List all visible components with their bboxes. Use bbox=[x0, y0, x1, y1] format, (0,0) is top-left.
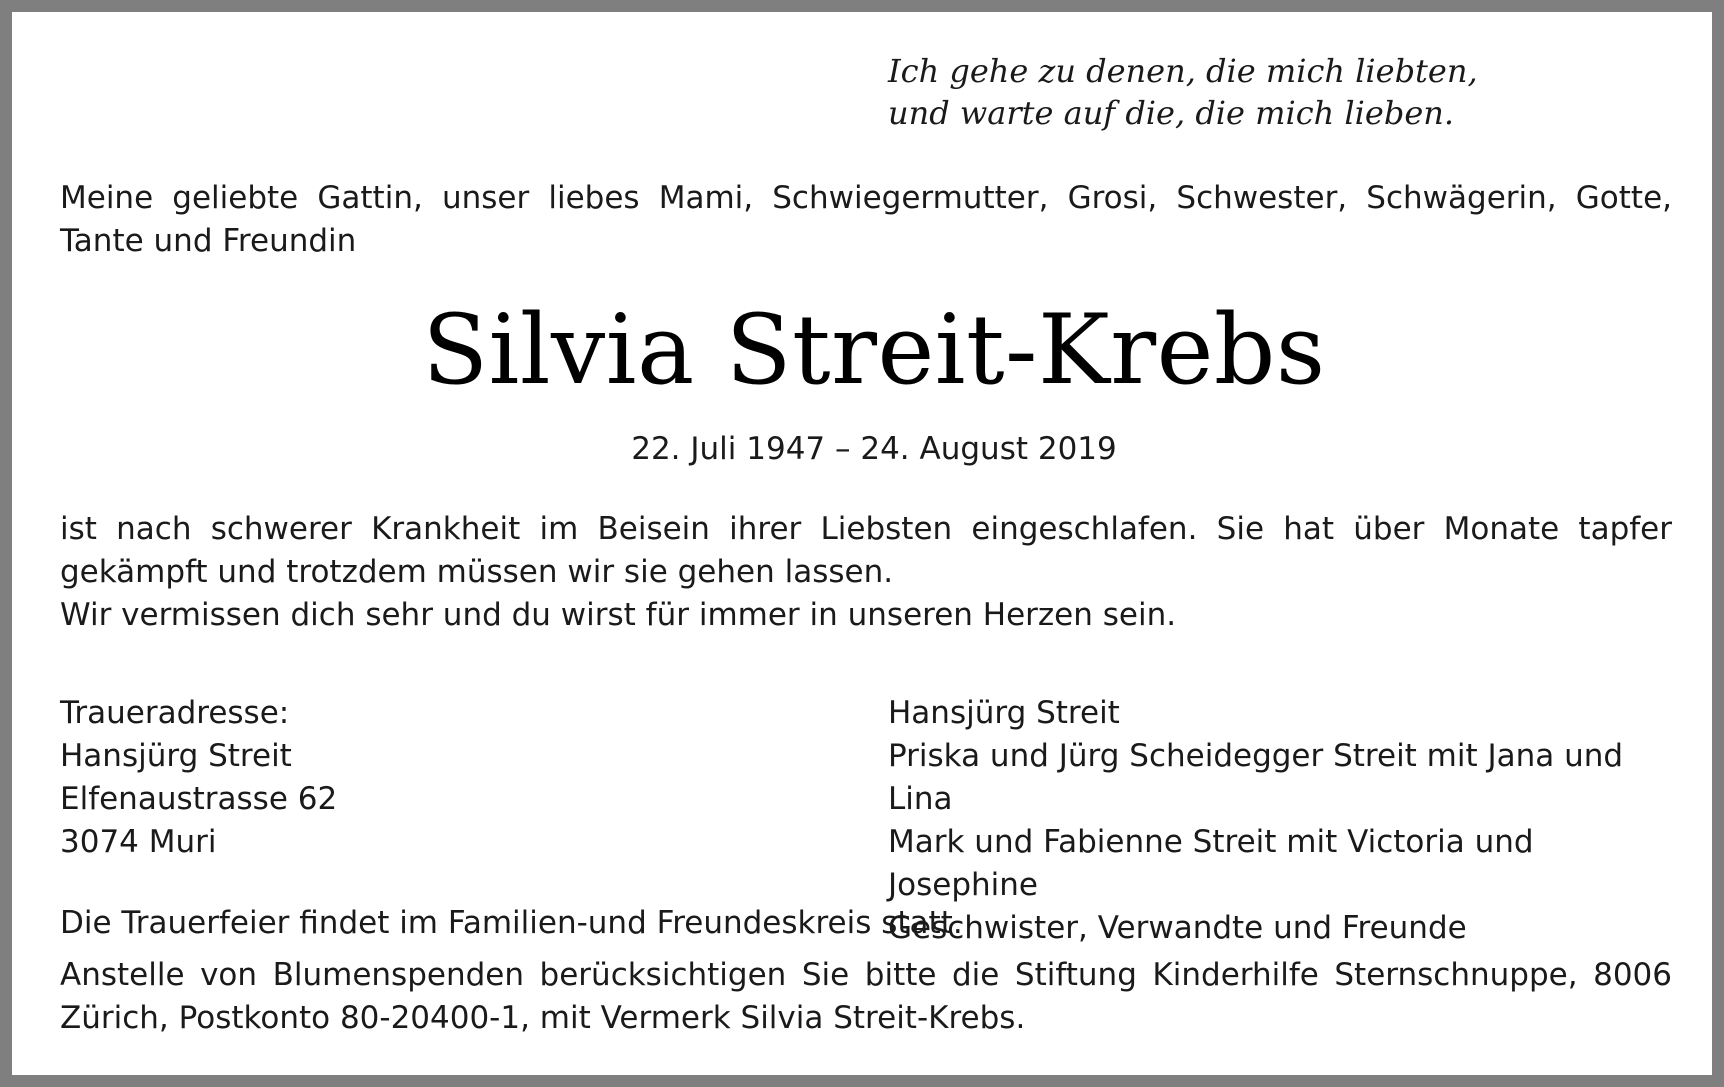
life-dates: 22. Juli 1947 – 24. August 2019 bbox=[631, 431, 1117, 467]
family-member: Mark und Fabienne Streit mit Victoria und Josephine bbox=[888, 824, 1534, 903]
mourning-address bbox=[60, 692, 760, 864]
message-paragraph-1: ist nach schwerer Krankheit im Beisein ihrer Liebsten eingeschlafen. Sie hat über Monate tapfer gekämpft und trotzdem müssen wir sie gehen lassen. bbox=[60, 511, 1672, 590]
address-city: 3074 Muri bbox=[60, 824, 217, 860]
intro-text: Meine geliebte Gattin, unser liebes Mami, Schwiegermutter, Grosi, Schwester, Schwägerin, Gotte, Tante und Freundin bbox=[60, 180, 1672, 259]
family-member: Geschwister, Verwandte und Freunde bbox=[888, 910, 1467, 946]
deceased-name: Silvia Streit-Krebs bbox=[422, 294, 1326, 406]
motto-line-1: Ich gehe zu denen, die mich liebten, bbox=[888, 52, 1478, 90]
family-member: Priska und Jürg Scheidegger Streit mit Jana und Lina bbox=[888, 738, 1624, 817]
family-member: Hansjürg Streit bbox=[888, 695, 1120, 731]
ceremony-note: Die Trauerfeier findet im Familien-und Freundeskreis statt. bbox=[60, 905, 963, 941]
address-label: Traueradresse: bbox=[60, 695, 290, 731]
message-paragraph-2: Wir vermissen dich sehr und du wirst für immer in unseren Herzen sein. bbox=[60, 597, 1177, 633]
motto-line-2: und warte auf die, die mich lieben. bbox=[888, 94, 1455, 132]
address-street: Elfenaustrasse 62 bbox=[60, 781, 338, 817]
donation-note: Anstelle von Blumenspenden berücksichtigen Sie bitte die Stiftung Kinderhilfe Sternschnuppe, 8006 Zürich, Postkonto 80-20400-1, mit Vermerk Silvia Streit-Krebs. bbox=[60, 957, 1672, 1036]
address-name: Hansjürg Streit bbox=[60, 738, 292, 774]
motto-quote bbox=[888, 50, 1688, 134]
obituary-notice bbox=[12, 12, 1712, 1075]
message-text bbox=[60, 508, 1672, 637]
